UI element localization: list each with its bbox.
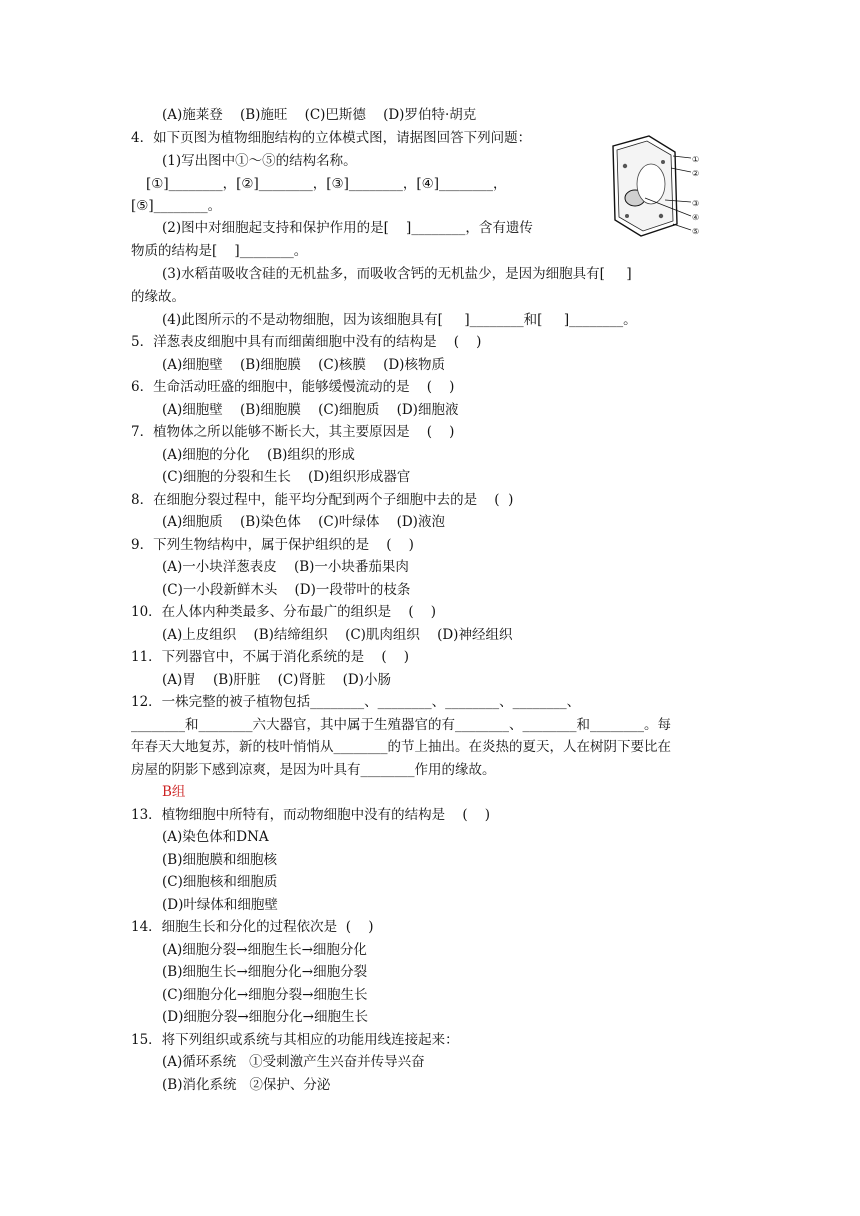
q12-line2: ________和________六大器官，其中属于生殖器官的有________、________和________。每 bbox=[131, 717, 671, 733]
chloroplast bbox=[625, 214, 629, 218]
q9-stem: 9．下列生物结构中，属于保护组织的是 ( ) bbox=[131, 537, 414, 553]
q13-option-b: (B)细胞膜和细胞核 bbox=[162, 852, 277, 868]
q7-options-row2: (C)细胞的分裂和生长 (D)组织形成器官 bbox=[162, 469, 411, 485]
chloroplast bbox=[623, 164, 627, 168]
chloroplast bbox=[659, 214, 663, 218]
q12-stem: 12．一株完整的被子植物包括________、________、________、________、 bbox=[131, 694, 581, 710]
q4-part3: (3)水稻苗吸收含硅的无机盐多，而吸收含钙的无机盐少，是因为细胞具有[ ] bbox=[162, 266, 632, 282]
figure-label: ① bbox=[692, 155, 700, 164]
q6-stem: 6．生命活动旺盛的细胞中，能够缓慢流动的是 ( ) bbox=[131, 379, 455, 395]
q9-options-row1: (A)一小块洋葱表皮 (B)一小块番茄果肉 bbox=[162, 559, 409, 575]
q14-option-a: (A)细胞分裂→细胞生长→细胞分化 bbox=[162, 942, 367, 958]
q4-part1: (1)写出图中①～⑤的结构名称。 bbox=[162, 153, 357, 169]
chloroplast bbox=[661, 160, 665, 164]
q11-options: (A)胃 (B)肝脏 (C)肾脏 (D)小肠 bbox=[162, 672, 391, 688]
q5-stem: 5．洋葱表皮细胞中具有而细菌细胞中没有的结构是 ( ) bbox=[131, 334, 482, 350]
q12-line4: 房屋的阴影下感到凉爽，是因为叶具有________作用的缘故。 bbox=[131, 762, 496, 778]
q15-match-b: (B)消化系统 ②保护、分泌 bbox=[162, 1077, 331, 1093]
q4-part3-cont: 的缘故。 bbox=[131, 289, 185, 305]
q9-options-row2: (C)一小段新鲜木头 (D)一段带叶的枝条 bbox=[162, 582, 411, 598]
figure-label: ③ bbox=[692, 199, 700, 208]
q7-stem: 7．植物体之所以能够不断长大，其主要原因是 ( ) bbox=[131, 424, 455, 440]
q14-stem: 14．细胞生长和分化的过程依次是 ( ) bbox=[131, 919, 374, 935]
q14-option-c: (C)细胞分化→细胞分裂→细胞生长 bbox=[162, 987, 368, 1003]
q4-stem: 4．如下页图为植物细胞结构的立体模式图，请据图回答下列问题： bbox=[131, 130, 532, 146]
q4-part2: (2)图中对细胞起支持和保护作用的是[ ]________，含有遗传 bbox=[162, 220, 533, 236]
vacuole bbox=[637, 164, 665, 204]
q8-stem: 8．在细胞分裂过程中，能平均分配到两个子细胞中去的是 ( ) bbox=[131, 492, 514, 508]
q7-options-row1: (A)细胞的分化 (B)组织的形成 bbox=[162, 447, 355, 463]
figure-label: ⑤ bbox=[692, 227, 700, 236]
q13-stem: 13．植物细胞中所特有，而动物细胞中没有的结构是 ( ) bbox=[131, 807, 491, 823]
q8-options: (A)细胞质 (B)染色体 (C)叶绿体 (D)液泡 bbox=[162, 514, 445, 530]
q13-option-d: (D)叶绿体和细胞壁 bbox=[162, 897, 278, 913]
section-b-heading: B组 bbox=[162, 784, 186, 800]
q3-options: (A)施莱登 (B)施旺 (C)巴斯德 (D)罗伯特·胡克 bbox=[162, 107, 477, 123]
q4-part4: (4)此图所示的不是动物细胞，因为该细胞具有[ ]________和[ ]________。 bbox=[162, 312, 637, 328]
q4-part2-cont: 物质的结构是[ ]________。 bbox=[131, 243, 308, 259]
q14-option-d: (D)细胞分裂→细胞分化→细胞生长 bbox=[162, 1009, 368, 1025]
q14-option-b: (B)细胞生长→细胞分化→细胞分裂 bbox=[162, 964, 368, 980]
q5-options: (A)细胞壁 (B)细胞膜 (C)核膜 (D)核物质 bbox=[162, 357, 445, 373]
pointer-line bbox=[673, 224, 691, 230]
q12-line3: 年春天大地复苏，新的枝叶悄悄从________的节上抽出。在炎热的夏天，人在树阴下要比在 bbox=[131, 739, 671, 755]
q13-option-c: (C)细胞核和细胞质 bbox=[162, 874, 278, 890]
q10-stem: 10．在人体内种类最多、分布最广的组织是 ( ) bbox=[131, 604, 437, 620]
plant-cell-diagram bbox=[591, 132, 711, 240]
q6-options: (A)细胞壁 (B)细胞膜 (C)细胞质 (D)细胞液 bbox=[162, 402, 459, 418]
q13-option-a: (A)染色体和DNA bbox=[162, 829, 269, 845]
q4-part1-blank5: [⑤]________。 bbox=[131, 198, 222, 214]
q4-part1-blanks: [①]________，[②]________，[③]________，[④]________， bbox=[146, 176, 507, 192]
q15-match-a: (A)循环系统 ①受刺激产生兴奋并传导兴奋 bbox=[162, 1054, 425, 1070]
q10-options: (A)上皮组织 (B)结缔组织 (C)肌肉组织 (D)神经组织 bbox=[162, 627, 513, 643]
q15-stem: 15．将下列组织或系统与其相应的功能用线连接起来： bbox=[131, 1032, 459, 1048]
figure-label: ④ bbox=[692, 213, 700, 222]
figure-label: ② bbox=[692, 169, 700, 178]
q11-stem: 11．下列器官中，不属于消化系统的是 ( ) bbox=[131, 649, 410, 665]
